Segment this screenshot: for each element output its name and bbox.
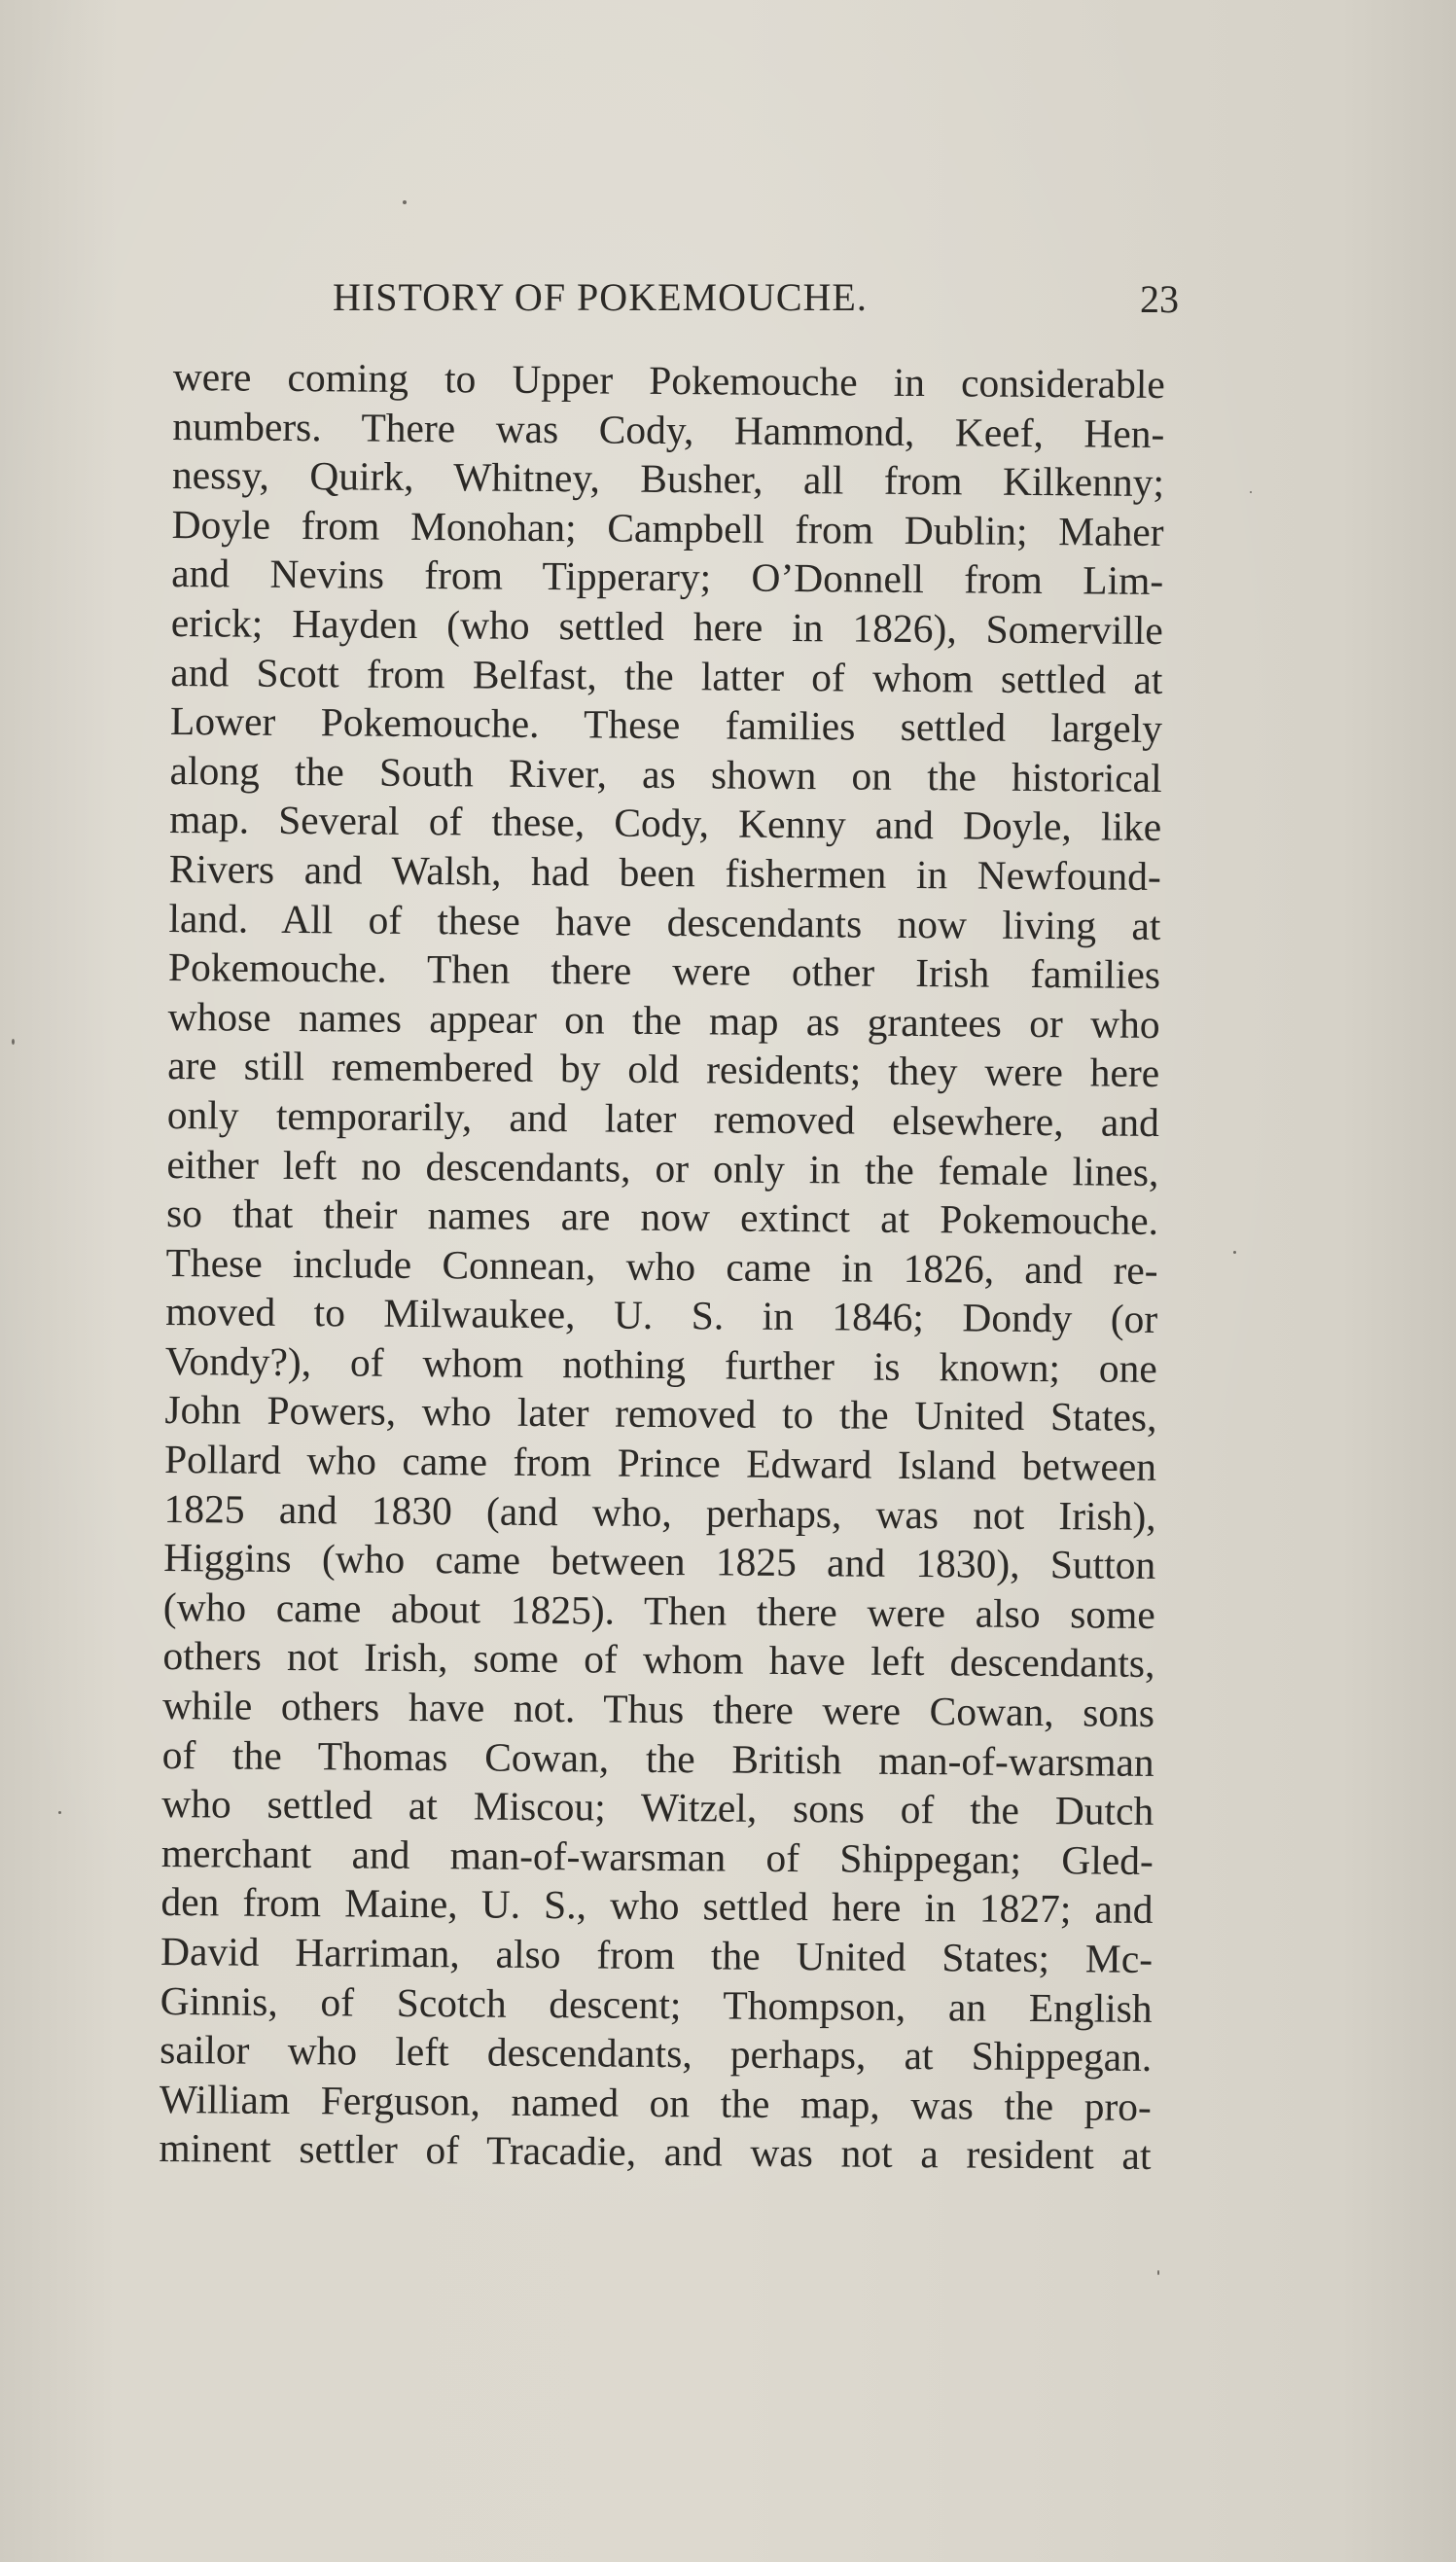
text-line: others not Irish, some of whom have left descendants,: [162, 1633, 1155, 1687]
text-line: erick; Hayden (who settled here in 1826), Somerville: [170, 599, 1163, 653]
text-line: den from Maine, U. S., who settled here in 1827; and: [160, 1879, 1154, 1933]
text-line: so that their names are now extinct at Pokemouche.: [165, 1191, 1159, 1244]
paper-speck: [1157, 2270, 1159, 2275]
text-line: William Ferguson, named on the map, was the pro-: [159, 2076, 1153, 2129]
text-line: map. Several of these, Cody, Kenny and Doyle, like: [169, 797, 1162, 850]
text-line: These include Connean, who came in 1826, and re-: [165, 1239, 1158, 1293]
text-line: Ginnis, of Scotch descent; Thompson, an English: [160, 1977, 1153, 2031]
text-line: and Nevins from Tipperary; O’Donnell from Lim-: [171, 551, 1164, 604]
text-line: moved to Milwaukee, U. S. in 1846; Dondy (or: [165, 1289, 1158, 1342]
text-line: sailor who left descendants, perhaps, at Shippegan.: [160, 2027, 1153, 2081]
text-line: Doyle from Monohan; Campbell from Dublin; Maher: [171, 501, 1164, 554]
text-line: minent settler of Tracadie, and was not a resident at: [159, 2125, 1152, 2179]
text-line: only temporarily, and later removed elsewhere, and: [166, 1091, 1159, 1145]
text-line: nessy, Quirk, Whitney, Busher, all from Kilkenny;: [171, 452, 1165, 506]
text-line: Pokemouche. Then there were other Irish families: [167, 944, 1161, 998]
text-line: land. All of these have descendants now living at: [168, 895, 1161, 948]
text-line: John Powers, who later removed to the United States,: [164, 1387, 1157, 1441]
text-line: Lower Pokemouche. These families settled largely: [169, 698, 1163, 752]
paper-speck: [1233, 1251, 1236, 1254]
text-line: of the Thomas Cowan, the British man-of-warsman: [161, 1731, 1154, 1785]
text-line: while others have not. Thus there were Cowan, sons: [161, 1682, 1155, 1735]
running-header: [333, 274, 1179, 323]
text-line: whose names appear on the map as grantees or who: [167, 993, 1160, 1047]
paper-speck: [58, 1811, 61, 1814]
text-line: 1825 and 1830 (and who, perhaps, was not Irish),: [163, 1485, 1156, 1539]
text-line: Higgins (who came between 1825 and 1830), Sutton: [163, 1535, 1156, 1588]
text-line: Pollard who came from Prince Edward Island between: [163, 1437, 1157, 1490]
text-line: either left no descendants, or only in the female lines,: [166, 1141, 1159, 1194]
paper-speck: [1250, 491, 1252, 493]
text-line: numbers. There was Cody, Hammond, Keef, Hen-: [172, 403, 1165, 456]
text-line: Rivers and Walsh, had been fishermen in Newfound-: [168, 845, 1161, 899]
text-line: and Scott from Belfast, the latter of whom settled at: [170, 649, 1163, 702]
page-number: 23: [1140, 277, 1179, 321]
paper-speck: [403, 200, 407, 204]
running-title: HISTORY OF POKEMOUCHE.: [333, 275, 868, 319]
text-line: along the South River, as shown on the historical: [169, 747, 1162, 801]
text-line: merchant and man-of-warsman of Shippegan; Gled-: [160, 1830, 1154, 1883]
text-line: are still remembered by old residents; they were here: [167, 1043, 1160, 1096]
text-line: (who came about 1825). Then there were also some: [162, 1583, 1156, 1637]
text-line: were coming to Upper Pokemouche in considerable: [172, 353, 1165, 408]
body-text: [159, 352, 1165, 2181]
paper-speck: [12, 1039, 15, 1045]
text-line: who settled at Miscou; Witzel, sons of the Dutch: [161, 1781, 1154, 1834]
text-line: David Harriman, also from the United States; Mc-: [160, 1928, 1154, 1981]
text-line: Vondy?), of whom nothing further is known; one: [164, 1337, 1158, 1391]
